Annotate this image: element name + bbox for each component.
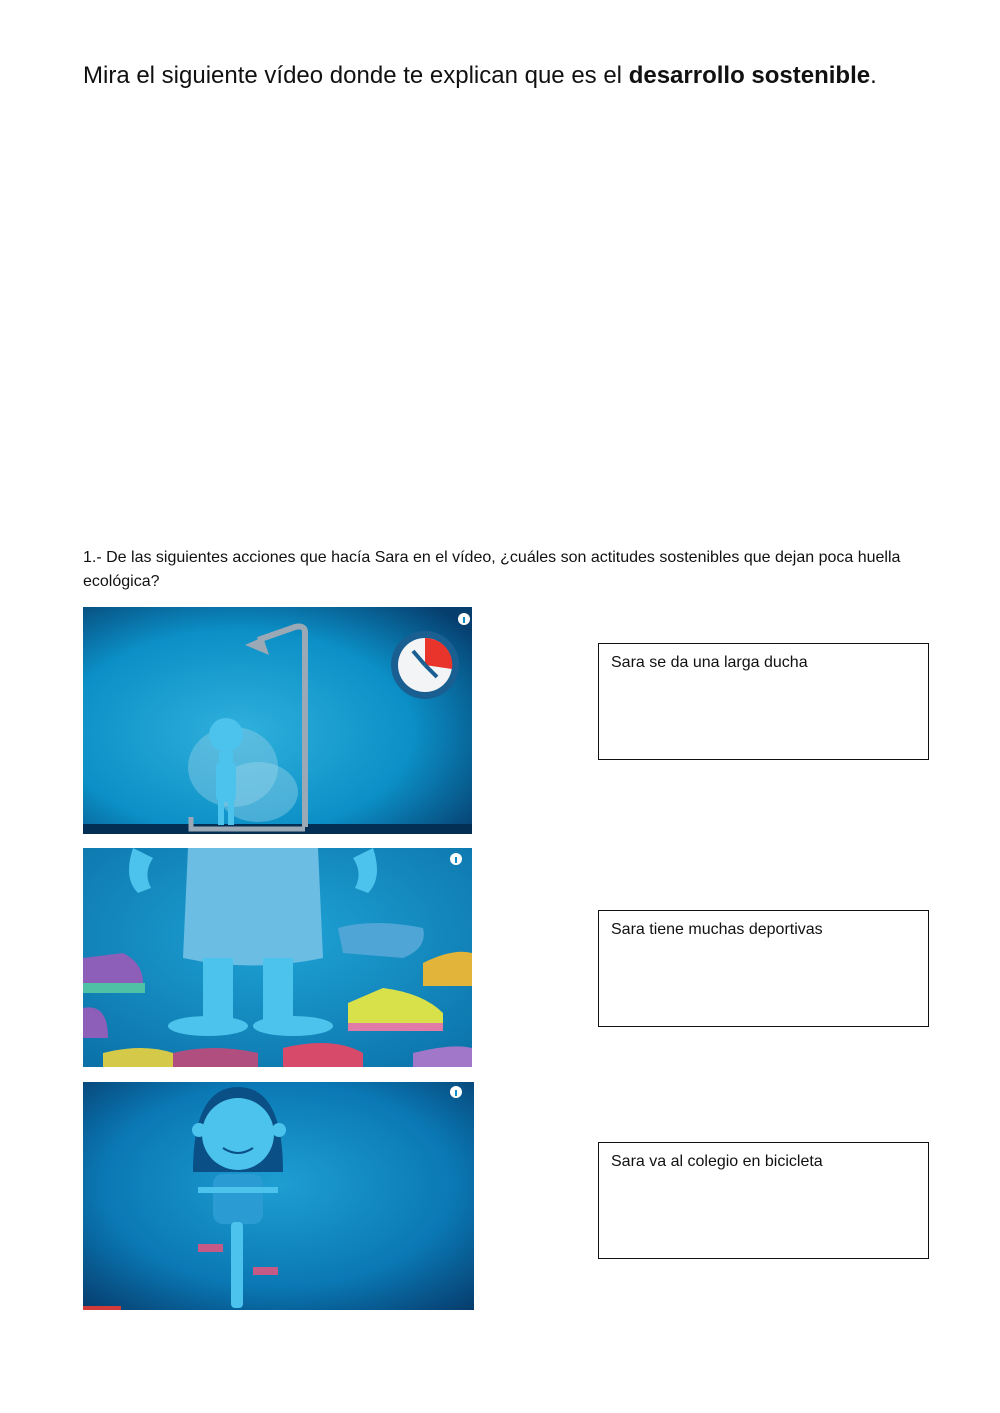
title-text: Mira el siguiente vídeo donde te explican que es el bbox=[83, 62, 629, 89]
answer-label-shower: Sara se da una larga ducha bbox=[611, 654, 808, 671]
answer-box-sneakers[interactable] bbox=[598, 910, 929, 1027]
title-bold-text: desarrollo sostenible bbox=[628, 62, 871, 89]
page-title bbox=[83, 60, 963, 92]
answer-label-sneakers: Sara tiene muchas deportivas bbox=[611, 921, 823, 938]
question-text: 1.- De las siguientes acciones que hacía Sara en el vídeo, ¿cuáles son actitudes sostenibles que dejan poca huella ecológica? bbox=[83, 549, 901, 590]
title-end: . bbox=[870, 62, 877, 89]
sneakers-scene-image bbox=[83, 848, 472, 1067]
answer-box-bicycle[interactable] bbox=[598, 1142, 929, 1259]
shower-scene-image bbox=[83, 607, 472, 834]
bicycle-scene-image bbox=[83, 1082, 474, 1310]
answer-box-shower[interactable] bbox=[598, 643, 929, 760]
answer-label-bicycle: Sara va al colegio en bicicleta bbox=[611, 1153, 823, 1170]
